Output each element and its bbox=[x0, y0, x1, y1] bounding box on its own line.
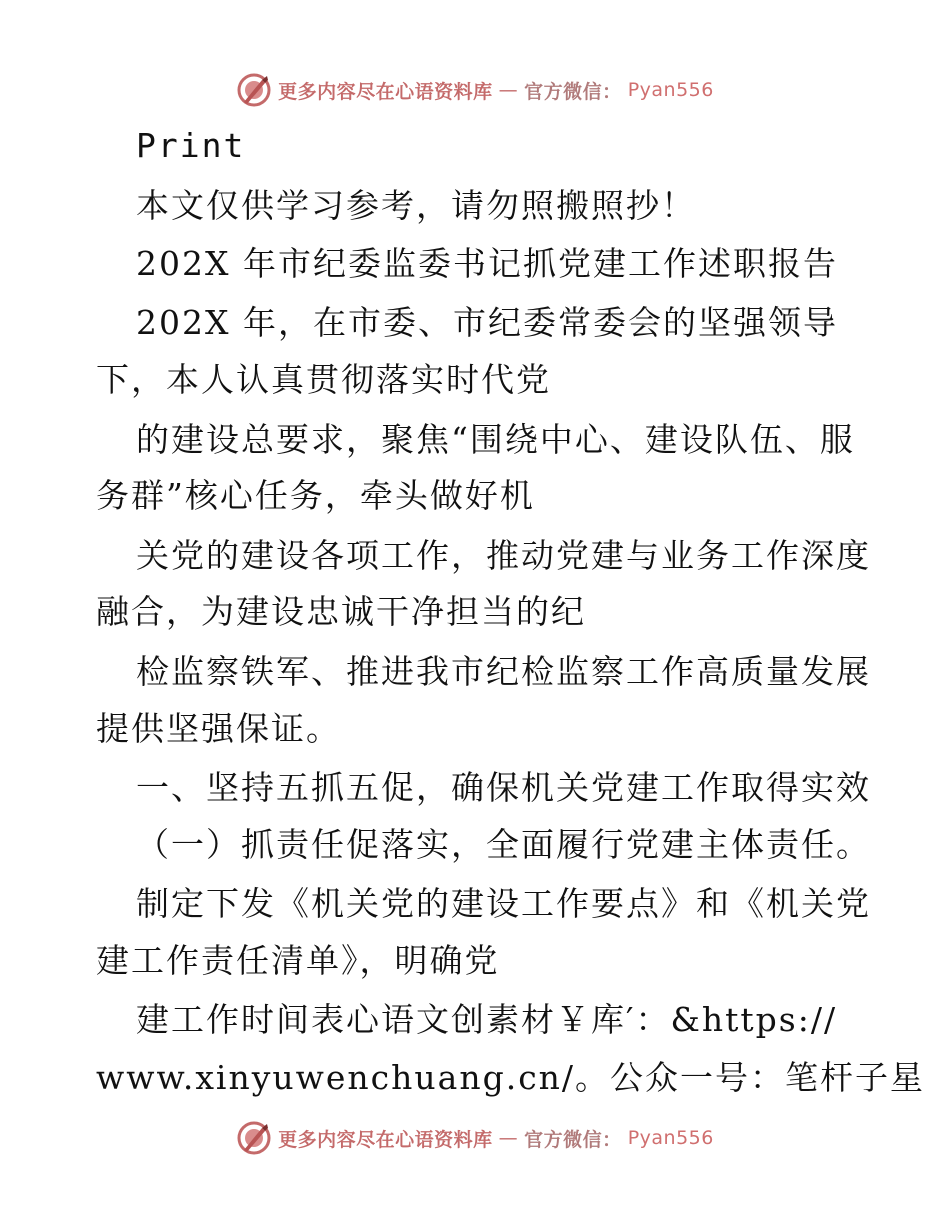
body-line: 融合，为建设忠诚干净担当的纪 bbox=[96, 592, 586, 631]
body-line: 202X 年，在市委、市纪委常委会的坚强领导 bbox=[136, 303, 838, 342]
header-watermark bbox=[0, 70, 950, 110]
footer-watermark bbox=[0, 1118, 950, 1158]
body-line: www.xinyuwenchuang.cn/。公众一号：笔杆子星 bbox=[96, 1058, 926, 1097]
body-line: 提供坚强保证。 bbox=[96, 709, 341, 748]
body-line: 下，本人认真贯彻落实时代党 bbox=[96, 360, 551, 399]
wechat-label: 官方微信： bbox=[524, 1128, 622, 1151]
document-title: 202X 年市纪委监委书记抓党建工作述职报告 bbox=[136, 244, 838, 283]
wechat-label: 官方微信： bbox=[524, 80, 622, 103]
body-line: Print bbox=[136, 126, 246, 165]
body-line: 本文仅供学习参考，请勿照搬照抄！ bbox=[136, 186, 696, 225]
watermark-dash: — bbox=[498, 1127, 519, 1149]
subsection-heading: （一）抓责任促落实，全面履行党建主体责任。 bbox=[136, 825, 871, 864]
body-line: 建工作时间表心语文创素材￥库′：&https:// bbox=[136, 1000, 838, 1039]
watermark-text: 更多内容尽在心语资料库 bbox=[278, 80, 493, 103]
section-heading: 一、坚持五抓五促，确保机关党建工作取得实效 bbox=[136, 768, 871, 807]
body-line: 关党的建设各项工作，推动党建与业务工作深度 bbox=[136, 536, 871, 575]
body-line: 建工作责任清单》，明确党 bbox=[96, 941, 500, 980]
wechat-id: Pyan556 bbox=[627, 1127, 714, 1149]
body-line: 务群”核心任务，牵头做好机 bbox=[96, 476, 535, 515]
body-line: 的建设总要求，聚焦“围绕中心、建设队伍、服 bbox=[136, 420, 855, 459]
body-line: 制定下发《机关党的建设工作要点》和《机关党 bbox=[136, 884, 871, 923]
quill-logo-icon bbox=[236, 1120, 272, 1156]
wechat-id: Pyan556 bbox=[627, 79, 714, 101]
watermark-text: 更多内容尽在心语资料库 bbox=[278, 1128, 493, 1151]
watermark-dash: — bbox=[498, 79, 519, 101]
quill-logo-icon bbox=[236, 72, 272, 108]
body-line: 检监察铁军、推进我市纪检监察工作高质量发展 bbox=[136, 652, 871, 691]
